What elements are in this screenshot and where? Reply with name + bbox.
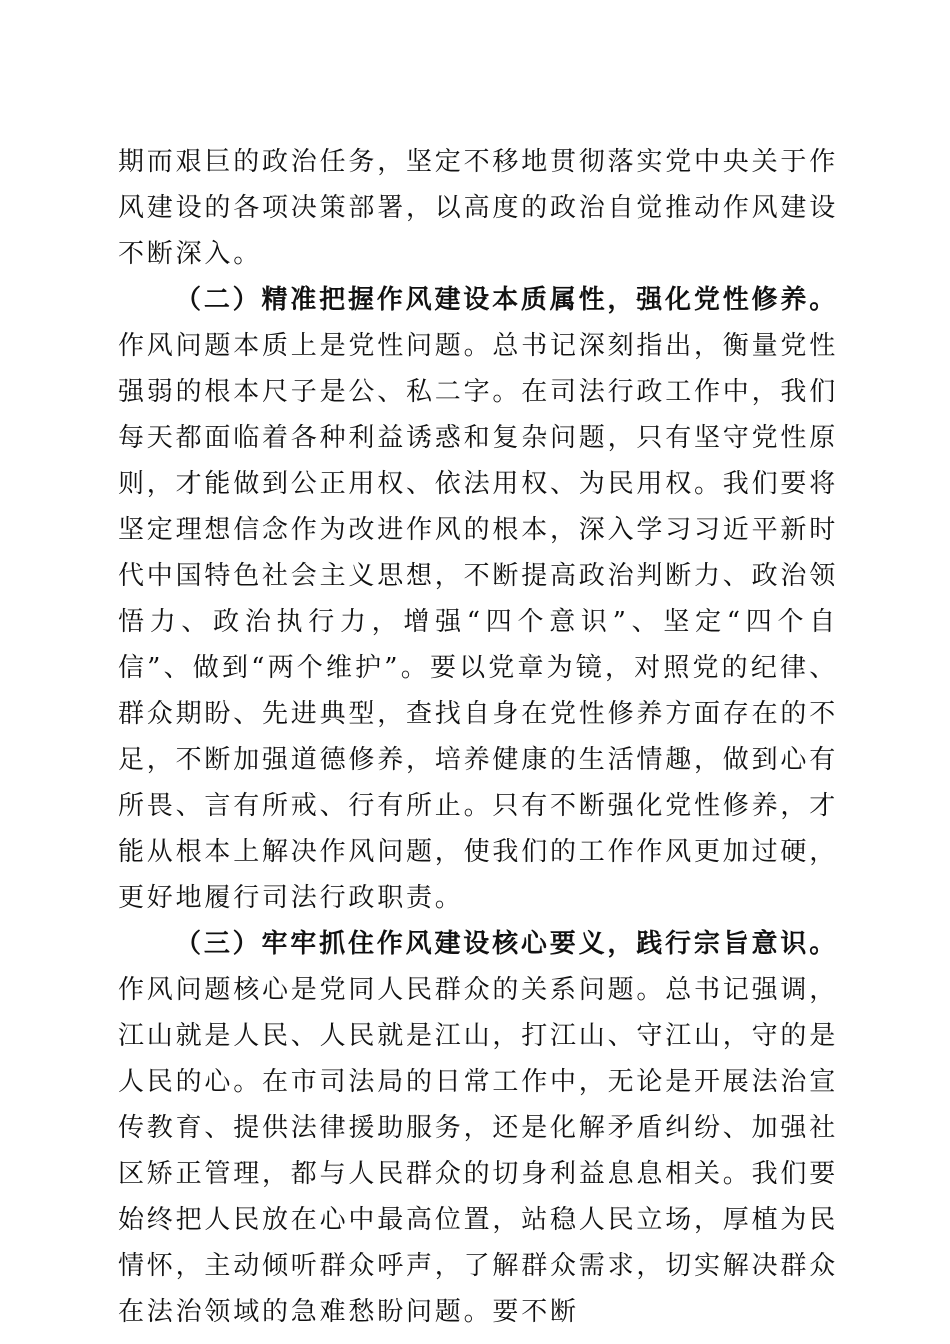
paragraph-text: 作风问题本质上是党性问题。总书记深刻指出，衡量党性强弱的根本尺子是公、私二字。在司法行政工作中，我们每天都面临着各种利益诱惑和复杂问题，只有坚守党性原则，才能做到公正用权、依法用权、为民用权。我们要将坚定理想信念作为改进作风的根本，深入学习习近平新时代中国特色社会主义思想，不断提高政治判断力、政治领悟力、政治执行力，增强“四个意识”、坚定“四个自信”、做到“两个维护”。要以党章为镜，对照党的纪律、群众期盼、先进典型，查找自身在党性修养方面存在的不足，不断加强道德修养，培养健康的生活情趣，做到心有所畏、言有所戒、行有所止。只有不断强化党性修养，才能从根本上解决作风问题，使我们的工作作风更加过硬，更好地履行司法行政职责。 (118, 331, 839, 913)
paragraph-text: 作风问题核心是党同人民群众的关系问题。总书记强调，江山就是人民、人民就是江山，打江山、守江山，守的是人民的心。在市司法局的日常工作中，无论是开展法治宣传教育、提供法律援助服务，还是化解矛盾纠纷、加强社区矫正管理，都与人民群众的切身利益息息相关。我们要始终把人民放在心中最高位置，站稳人民立场，厚植为民情怀，主动倾听群众呼声，了解群众需求，切实解决群众在法治领域的急难愁盼问题。要不断 (118, 975, 839, 1327)
paragraph-continuation (118, 139, 838, 277)
section-heading: （三）牢牢抓住作风建设核心要义，践行宗旨意识。 (175, 929, 838, 959)
paragraph-section-3 (118, 921, 838, 1335)
paragraph-section-2 (118, 277, 838, 921)
paragraph-text: 期而艰巨的政治任务，坚定不移地贯彻落实党中央关于作风建设的各项决策部署，以高度的政治自觉推动作风建设不断深入。 (118, 147, 839, 269)
document-body (118, 139, 838, 1335)
section-heading: （二）精准把握作风建设本质属性，强化党性修养。 (175, 285, 838, 315)
